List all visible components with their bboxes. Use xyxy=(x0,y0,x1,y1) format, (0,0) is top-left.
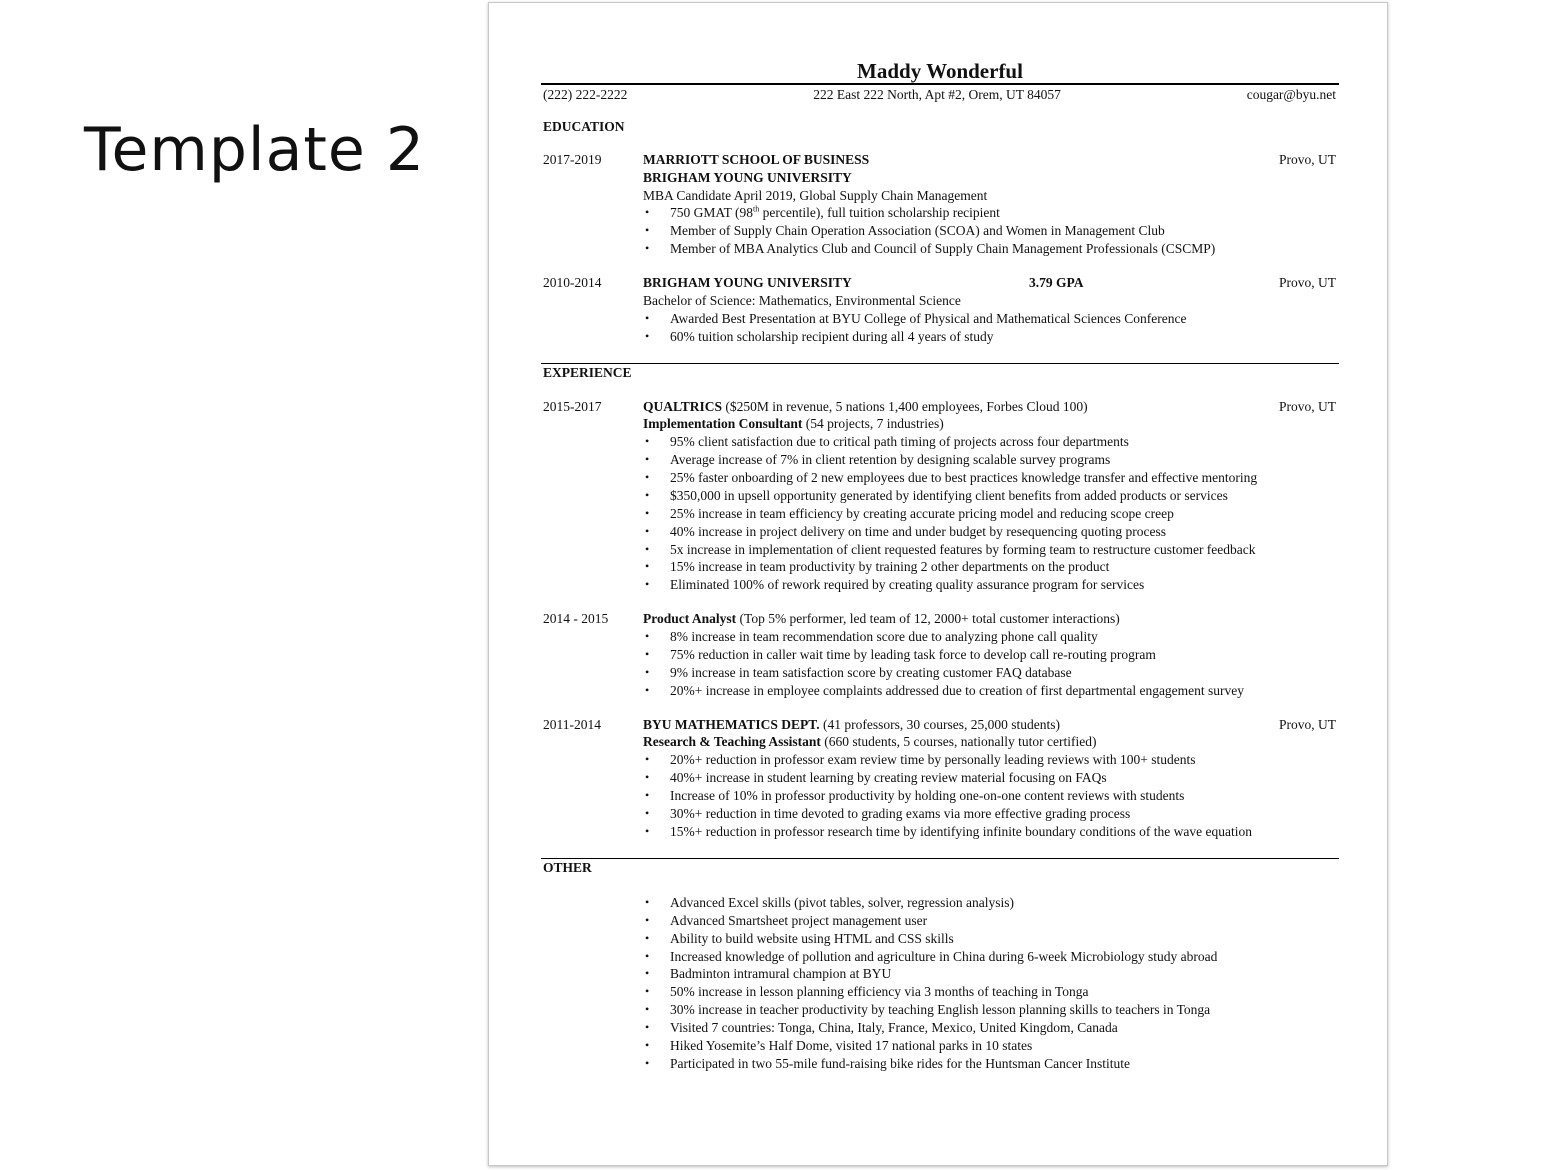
entry-body xyxy=(643,151,1279,258)
gmat-superscript: th xyxy=(753,204,760,214)
list-item: • 20%+ increase in employee complaints addressed due to creation of first departmental engagement survey xyxy=(643,682,1339,700)
list-item: • 5x increase in implementation of client requested features by forming team to restructure customer feedback xyxy=(643,541,1279,559)
list-item: • 30% increase in teacher productivity by teaching English lesson planning skills to teachers in Tonga xyxy=(643,1001,1339,1019)
list-item: • 15% increase in team productivity by training 2 other departments on the product xyxy=(643,558,1279,576)
list-item: • 40% increase in project delivery on time and under budget by resequencing quoting process xyxy=(643,523,1279,541)
contact-email: cougar@byu.net xyxy=(1246,87,1336,102)
company-name: QUALTRICS xyxy=(643,398,723,414)
mba-bullet-list xyxy=(643,204,1279,258)
school-name: MARRIOTT SCHOOL OF BUSINESS xyxy=(643,152,870,167)
role-note: (54 projects, 7 industries) xyxy=(802,416,944,432)
list-item: • 75% reduction in caller wait time by leading task force to develop call re-routing program xyxy=(643,646,1339,664)
company-name: BYU MATHEMATICS DEPT. xyxy=(643,716,820,732)
resume-page xyxy=(488,2,1388,1166)
list-item: • 60% tuition scholarship recipient during all 4 years of study xyxy=(643,328,1279,346)
role-note: (660 students, 5 courses, nationally tutor certified) xyxy=(820,734,1097,750)
role-line xyxy=(643,733,1279,751)
contact-address: 222 East 222 North, Apt #2, Orem, UT 84057 xyxy=(813,87,1061,102)
entry-dates: 2015-2017 xyxy=(543,398,602,414)
list-item: • Advanced Excel skills (pivot tables, solver, regression analysis) xyxy=(643,894,1339,912)
role-line xyxy=(643,415,1279,433)
role-title: Research & Teaching Assistant xyxy=(643,734,821,750)
degree-line: MBA Candidate April 2019, Global Supply Chain Management xyxy=(643,187,988,203)
role-note: (Top 5% performer, led team of 12, 2000+ total customer interactions) xyxy=(736,611,1120,627)
list-item: • Member of MBA Analytics Club and Council of Supply Chain Management Professionals (CSCMP) xyxy=(643,240,1279,258)
entry-spacer xyxy=(541,894,643,1073)
list-item: • Visited 7 countries: Tonga, China, Italy, France, Mexico, United Kingdom, Canada xyxy=(643,1019,1339,1037)
gpa-value: 3.79 GPA xyxy=(1029,275,1084,291)
contact-line xyxy=(541,83,1339,103)
entry-body xyxy=(643,894,1339,1073)
list-item: • Hiked Yosemite’s Half Dome, visited 17 national parks in 10 states xyxy=(643,1037,1339,1055)
gmat-text-rest: percentile), full tuition scholarship recipient xyxy=(759,205,1000,221)
entry-dates: 2014 - 2015 xyxy=(543,611,609,627)
entry-body xyxy=(643,398,1279,595)
company-note: ($250M in revenue, 5 nations 1,400 employees, Forbes Cloud 100) xyxy=(722,398,1088,414)
list-item: • 40%+ increase in student learning by creating review material focusing on FAQs xyxy=(643,769,1279,787)
experience-entry-byu-math xyxy=(541,716,1339,841)
entry-location: Provo, UT xyxy=(1279,398,1336,414)
list-item: • Average increase of 7% in client retention by designing scalable survey programs xyxy=(643,451,1279,469)
list-item: • 95% client satisfaction due to critical path timing of projects across four departments xyxy=(643,433,1279,451)
university-name: BRIGHAM YOUNG UNIVERSITY xyxy=(643,275,852,291)
list-item: • Ability to build website using HTML and CSS skills xyxy=(643,930,1339,948)
experience-entry-analyst xyxy=(541,610,1339,699)
list-item: • 15%+ reduction in professor research time by identifying infinite boundary conditions of the wave equation xyxy=(643,823,1279,841)
entry-body xyxy=(643,716,1279,841)
entry-dates: 2017-2019 xyxy=(543,152,602,167)
experience-entry-qualtrics xyxy=(541,398,1339,595)
list-item: • 9% increase in team satisfaction score by creating customer FAQ database xyxy=(643,664,1339,682)
entry-body xyxy=(643,610,1339,699)
gmat-text: 750 GMAT (98 xyxy=(670,205,754,221)
company-line xyxy=(643,398,1279,416)
section-heading-other: OTHER xyxy=(543,859,592,875)
entry-location: Provo, UT xyxy=(1279,152,1336,167)
section-heading-education: EDUCATION xyxy=(543,119,625,134)
section-heading-experience: EXPERIENCE xyxy=(543,364,632,380)
analyst-bullet-list xyxy=(643,628,1339,700)
degree-line: Bachelor of Science: Mathematics, Environmental Science xyxy=(643,292,961,308)
list-item: • 25% faster onboarding of 2 new employees due to best practices knowledge transfer and effective mentoring xyxy=(643,469,1279,487)
list-item: • Eliminated 100% of rework required by creating quality assurance program for services xyxy=(643,576,1279,594)
other-entry xyxy=(541,894,1339,1073)
other-bullet-list xyxy=(643,894,1339,1073)
entry-location: Provo, UT xyxy=(1279,275,1336,291)
contact-phone: (222) 222-2222 xyxy=(543,87,628,102)
role-title: Implementation Consultant xyxy=(643,416,803,432)
list-item: • 30%+ reduction in time devoted to grading exams via more effective grading process xyxy=(643,805,1279,823)
list-item: • Badminton intramural champion at BYU xyxy=(643,965,1339,983)
qualtrics-bullet-list xyxy=(643,433,1279,594)
company-line xyxy=(643,716,1279,734)
slide-title: Template 2 xyxy=(84,115,426,185)
resume-content xyxy=(541,59,1339,1073)
entry-dates: 2010-2014 xyxy=(543,275,602,291)
role-title: Product Analyst xyxy=(643,611,737,627)
university-line xyxy=(643,274,1279,292)
list-item: • Increase of 10% in professor productivity by holding one-on-one content reviews with students xyxy=(643,787,1279,805)
list-item: • Participated in two 55-mile fund-raising bike rides for the Huntsman Cancer Institute xyxy=(643,1055,1339,1073)
education-entry-mba xyxy=(541,151,1339,258)
role-line xyxy=(643,610,1339,628)
list-item: • Member of Supply Chain Operation Association (SCOA) and Women in Management Club xyxy=(643,222,1279,240)
entry-location: Provo, UT xyxy=(1279,716,1336,732)
entry-body xyxy=(643,274,1279,345)
list-item: • 50% increase in lesson planning efficiency via 3 months of teaching in Tonga xyxy=(643,983,1339,1001)
university-name: BRIGHAM YOUNG UNIVERSITY xyxy=(643,169,852,185)
resume-name: Maddy Wonderful xyxy=(857,59,1023,83)
list-item: • 8% increase in team recommendation score due to analyzing phone call quality xyxy=(643,628,1339,646)
list-item: • 20%+ reduction in professor exam review time by personally leading reviews with 100+ students xyxy=(643,751,1279,769)
list-item: • Advanced Smartsheet project management user xyxy=(643,912,1339,930)
list-item: • Awarded Best Presentation at BYU College of Physical and Mathematical Sciences Conference xyxy=(643,310,1279,328)
company-note: (41 professors, 30 courses, 25,000 students) xyxy=(819,716,1060,732)
bs-bullet-list xyxy=(643,310,1279,346)
list-item: • $350,000 in upsell opportunity generated by identifying client benefits from added products or services xyxy=(643,487,1279,505)
list-item xyxy=(643,204,1279,222)
entry-dates: 2011-2014 xyxy=(543,716,601,732)
education-entry-bs xyxy=(541,274,1339,345)
list-item: • 25% increase in team efficiency by creating accurate pricing model and reducing scope creep xyxy=(643,505,1279,523)
byu-math-bullet-list xyxy=(643,751,1279,841)
list-item: • Increased knowledge of pollution and agriculture in China during 6-week Microbiology study abroad xyxy=(643,948,1339,966)
